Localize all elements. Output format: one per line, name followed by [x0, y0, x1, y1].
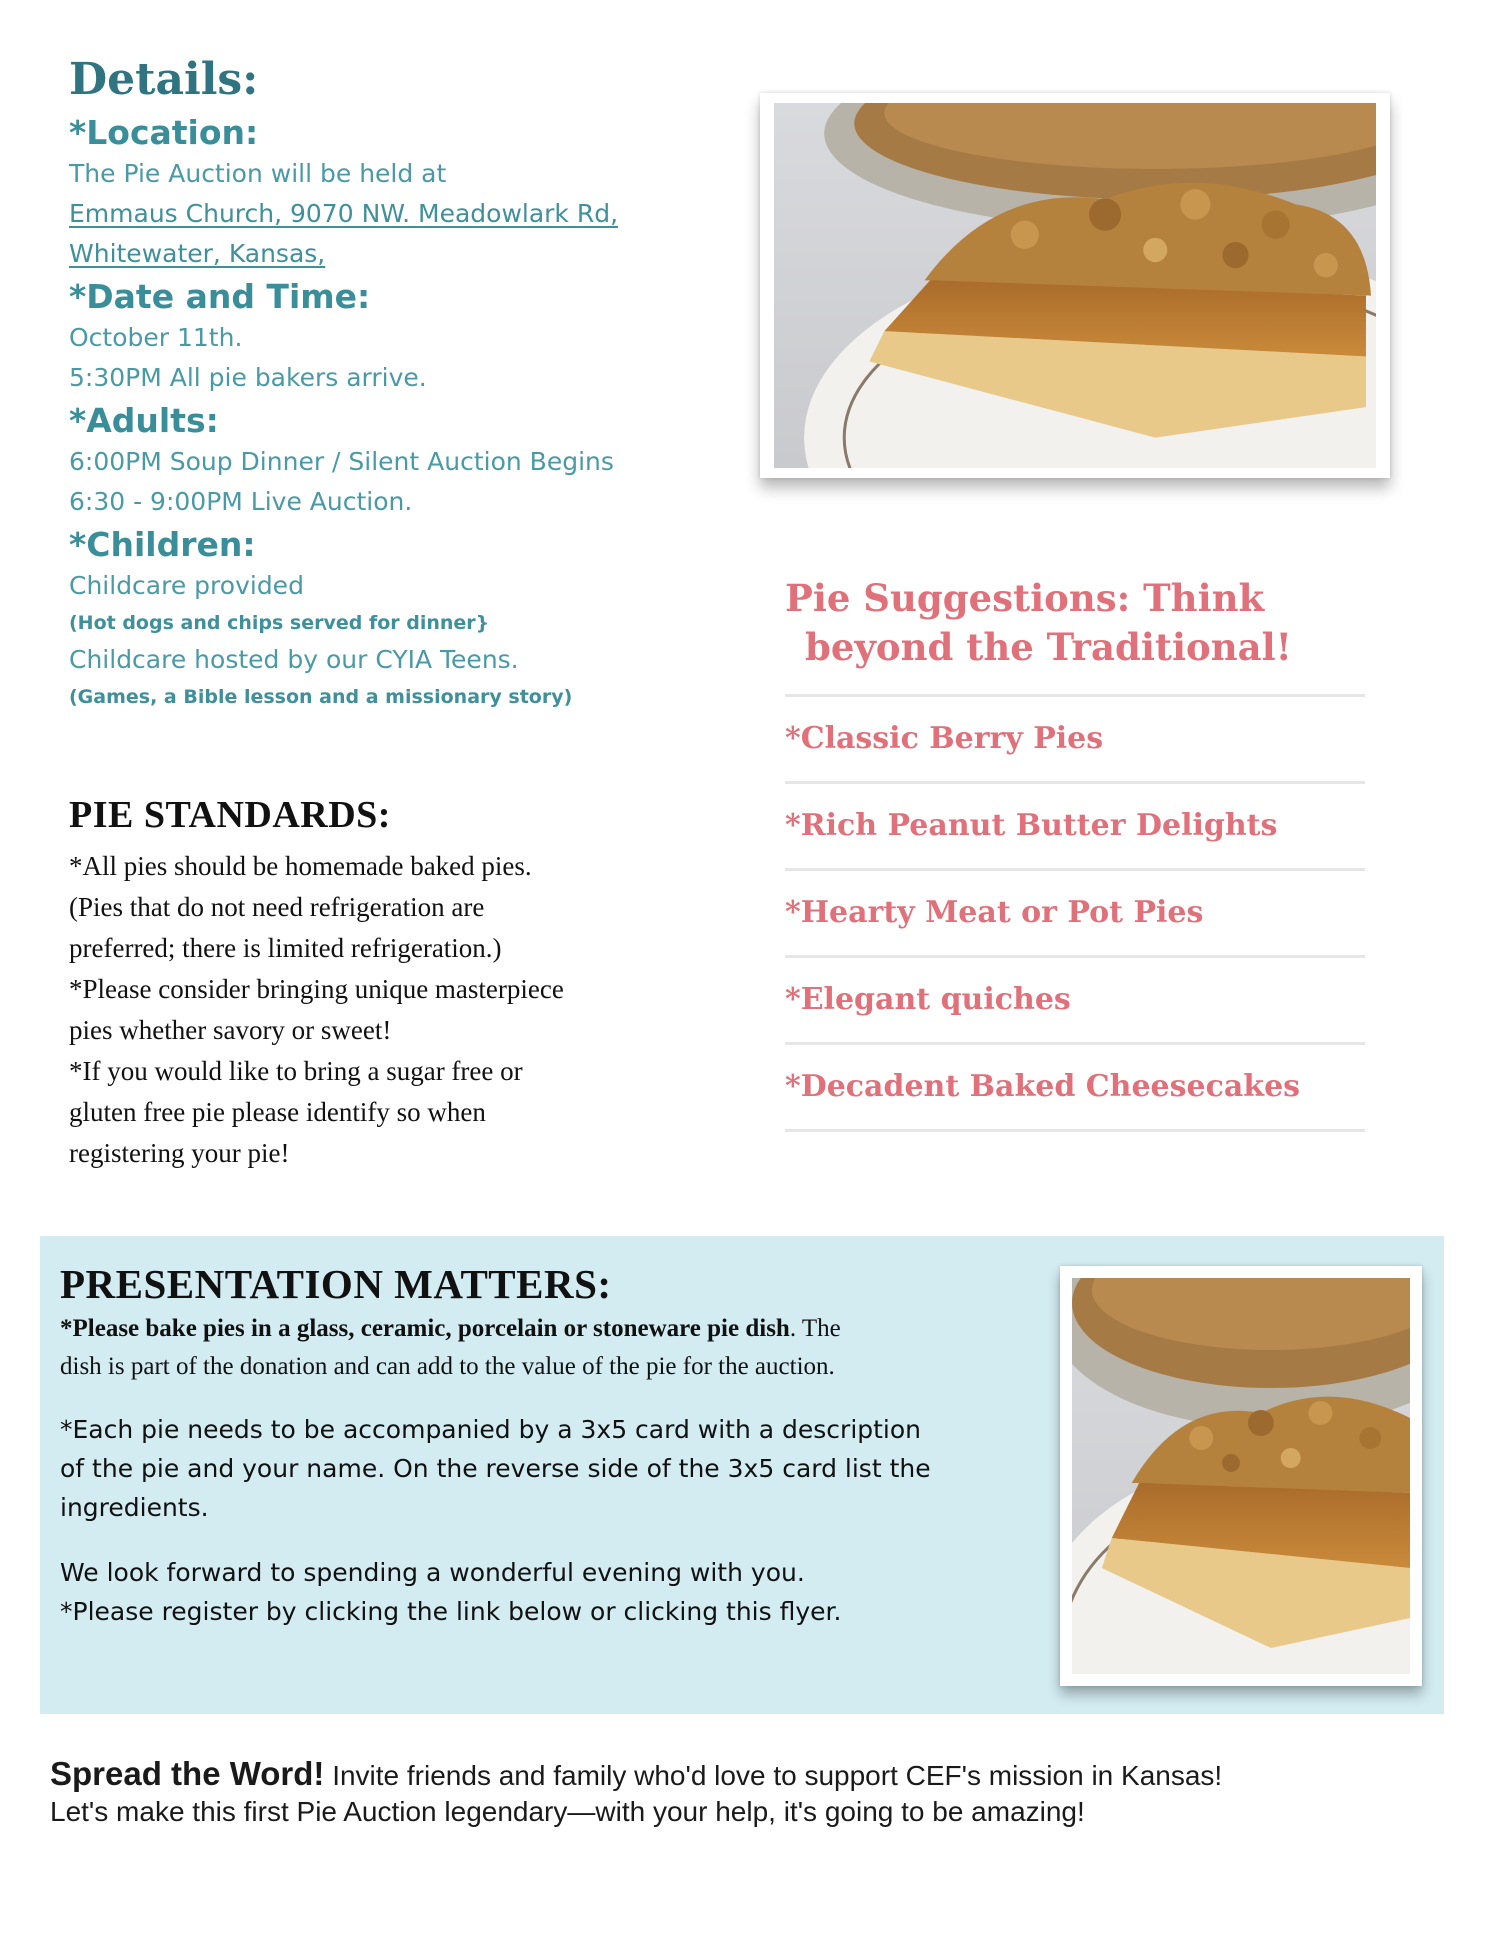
standards-line: *All pies should be homemade baked pies. [69, 851, 532, 881]
suggestion-item: *Classic Berry Pies [785, 697, 1365, 784]
standards-line: (Pies that do not need refrigeration are [69, 892, 485, 922]
event-date: October 11th. [69, 323, 243, 352]
presentation-title: PRESENTATION MATTERS: [60, 1261, 612, 1307]
pie-photo-bottom [1060, 1266, 1422, 1686]
location-address-link-1[interactable]: Emmaus Church, 9070 NW. Meadowlark Rd, [69, 199, 619, 228]
spread-heading: Spread the Word! [50, 1755, 325, 1792]
standards-line: *Please consider bringing unique masterpiece [69, 974, 564, 1004]
datetime-heading: *Date and Time: [69, 277, 371, 316]
card-note-line-2: of the pie and your name. On the reverse side of the 3x5 card list the [60, 1454, 931, 1483]
pie-suggestions-title [785, 574, 1365, 672]
presentation-text [60, 1260, 1060, 1631]
location-heading: *Location: [69, 113, 259, 152]
card-note-line-3: ingredients. [60, 1493, 209, 1522]
standards-line: *If you would like to bring a sugar free or [69, 1056, 523, 1086]
children-heading: *Children: [69, 525, 256, 564]
standards-line: registering your pie! [69, 1138, 290, 1168]
pie-standards-section [69, 790, 709, 1174]
details-section [69, 50, 709, 714]
spread-invite-text: Invite friends and family who'd love to support CEF's mission in Kansas! [324, 1760, 1223, 1791]
standards-line: pies whether savory or sweet! [69, 1015, 392, 1045]
spread-the-word-section [50, 1756, 1470, 1830]
closing-line-1: We look forward to spending a wonderful evening with you. [60, 1558, 805, 1587]
standards-line: preferred; there is limited refrigeration.) [69, 933, 502, 963]
pie-standards-title: PIE STANDARDS: [69, 794, 391, 836]
presentation-dish-note [60, 1312, 1060, 1346]
spread-line-2: Let's make this first Pie Auction legendary—with your help, it's going to be amazing! [50, 1796, 1085, 1827]
pie-suggestions-section [785, 574, 1365, 1132]
location-address-link-2[interactable]: Whitewater, Kansas, [69, 239, 326, 268]
suggestion-item: *Hearty Meat or Pot Pies [785, 871, 1365, 958]
standards-line: gluten free pie please identify so when [69, 1097, 486, 1127]
children-note-2: (Games, a Bible lesson and a missionary story) [69, 686, 573, 708]
adults-schedule-2: 6:30 - 9:00PM Live Auction. [69, 487, 413, 516]
location-intro: The Pie Auction will be held at [69, 159, 447, 188]
children-note-1: (Hot dogs and chips served for dinner} [69, 612, 490, 634]
pie-slice-image [774, 103, 1376, 468]
suggestion-item: *Rich Peanut Butter Delights [785, 784, 1365, 871]
dish-note-bold: *Please bake pies in a glass, ceramic, porcelain or stoneware pie dish [60, 1315, 790, 1342]
pie-slice-image [1072, 1278, 1410, 1674]
suggestion-item: *Decadent Baked Cheesecakes [785, 1045, 1365, 1132]
pie-suggestions-title-line-1: Pie Suggestions: Think [785, 576, 1265, 620]
dish-note-rest: . The [789, 1315, 841, 1342]
card-note-line-1: *Each pie needs to be accompanied by a 3x5 card with a description [60, 1415, 922, 1444]
pie-suggestions-title-line-2: beyond the Traditional! [805, 625, 1292, 669]
baker-arrival-time: 5:30PM All pie bakers arrive. [69, 363, 427, 392]
adults-heading: *Adults: [69, 401, 219, 440]
register-instruction: *Please register by clicking the link below or clicking this flyer. [60, 1597, 842, 1626]
presentation-dish-note-line-2: dish is part of the donation and can add to the value of the pie for the auction. [60, 1353, 835, 1380]
spread-line-1 [50, 1756, 1470, 1794]
children-line-2: Childcare hosted by our CYIA Teens. [69, 645, 519, 674]
suggestion-item: *Elegant quiches [785, 958, 1365, 1045]
details-title: Details: [69, 54, 259, 105]
pie-suggestions-list [785, 694, 1365, 1132]
presentation-section[interactable] [40, 1236, 1444, 1714]
children-line-1: Childcare provided [69, 571, 304, 600]
pie-photo-top [760, 93, 1390, 478]
adults-schedule-1: 6:00PM Soup Dinner / Silent Auction Begins [69, 447, 614, 476]
